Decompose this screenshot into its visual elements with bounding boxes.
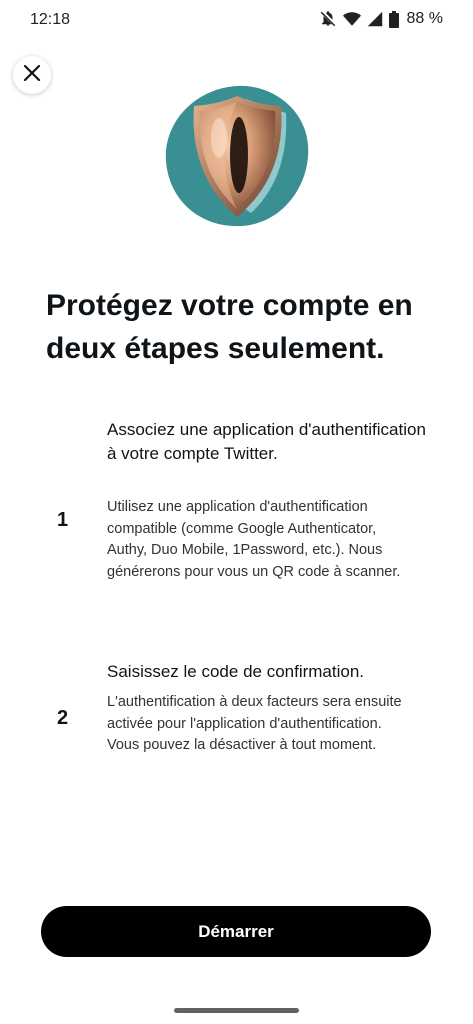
battery-percentage: 88 % xyxy=(406,10,443,27)
gesture-navigation-bar[interactable] xyxy=(174,1008,299,1013)
status-icons xyxy=(319,10,443,28)
step-number: 2 xyxy=(57,707,69,729)
step-number: 1 xyxy=(57,509,69,531)
wifi-icon xyxy=(343,11,361,27)
battery-icon xyxy=(389,11,399,28)
close-icon xyxy=(23,64,41,87)
cellular-signal-icon xyxy=(367,11,383,27)
shield-icon xyxy=(163,83,311,229)
do-not-disturb-icon xyxy=(319,10,337,28)
start-button[interactable]: Démarrer xyxy=(41,906,431,957)
close-button[interactable] xyxy=(13,56,51,94)
step-description: Utilisez une application d'authentification compatible (comme Google Authenticator, Authy, Duo Mobile, 1Password, etc.). Nous générerons pour vous un QR code à scanner. xyxy=(107,499,401,580)
step-heading: Associez une application d'authentification à votre compte Twitter. xyxy=(107,420,426,463)
security-illustration xyxy=(163,83,311,229)
step-description: L'authentification à deux facteurs sera ensuite activée pour l'application d'authentification. Vous pouvez la désactiver à tout moment. xyxy=(107,694,402,753)
status-bar xyxy=(0,0,473,44)
page-title: Protégez votre compte en deux étapes seulement. xyxy=(46,289,413,365)
step-heading: Saisissez le code de confirmation. xyxy=(107,662,365,681)
status-time: 12:18 xyxy=(30,11,71,28)
